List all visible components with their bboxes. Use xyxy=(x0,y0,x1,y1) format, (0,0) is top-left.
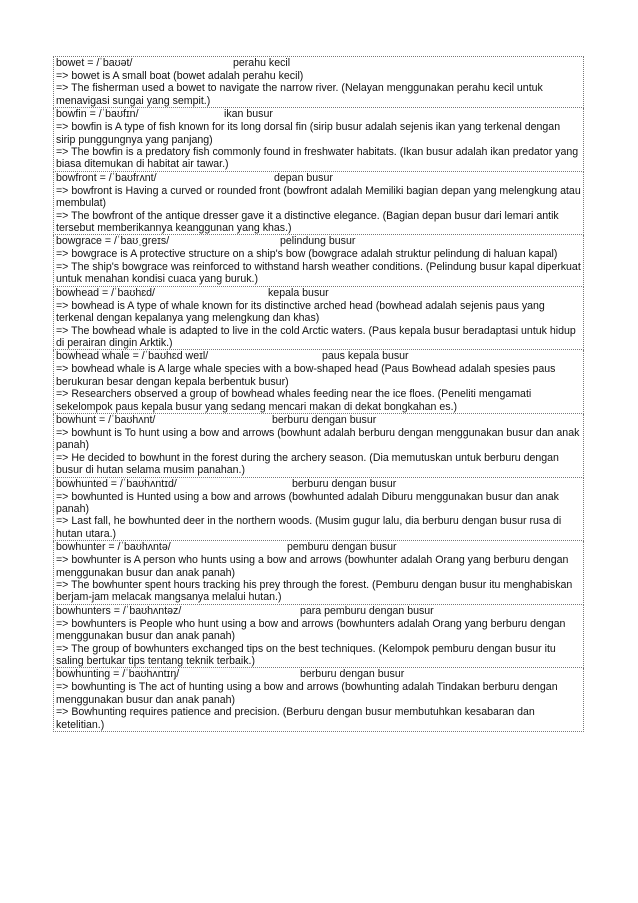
entry-example: => Bowhunting requires patience and precision. (Berburu dengan busur membutuhkan kesabaran dan ketelitian.) xyxy=(56,706,535,731)
entry-meaning: kepala busur xyxy=(268,286,329,299)
entry-meaning: paus kepala busur xyxy=(322,350,409,363)
vocabulary-entry xyxy=(53,350,584,414)
vocabulary-entry xyxy=(53,287,584,351)
vocabulary-entry xyxy=(53,172,584,236)
entry-example: => The fisherman used a bowet to navigate the narrow river. (Nelayan menggunakan perahu kecil untuk menavigasi sungai yang sempit.) xyxy=(56,82,543,107)
entry-header: bowhead whale = /ˈbaʊhɛd weɪl/ paus kepala busur xyxy=(56,350,409,363)
entry-definition: => bowhunting is The act of hunting using a bow and arrows (bowhunting adalah Tindakan berburu dengan menggunakan busur dan anak panah) xyxy=(56,681,558,706)
vocabulary-entry xyxy=(53,478,584,542)
vocabulary-entry xyxy=(53,235,584,286)
entry-header: bowgrace = /ˈbaʊˌgreɪs/ pelindung busur xyxy=(56,235,356,248)
entry-meaning: berburu dengan busur xyxy=(292,477,397,490)
entry-meaning: berburu dengan busur xyxy=(272,413,377,426)
entry-definition: => bowhead whale is A large whale species with a bow-shaped head (Paus Bowhead adalah spesies paus berukuran besar dengan kepala berbentuk busur) xyxy=(56,363,556,388)
entry-definition: => bowhead is A type of whale known for its distinctive arched head (bowhead adalah sejenis paus yang terkenal dengan kepalanya yang melengkung dan khas) xyxy=(56,299,545,325)
entry-definition: => bowhunted is Hunted using a bow and arrows (bowhunted adalah Diburu menggunakan busur dan anak panah) xyxy=(56,490,559,515)
vocabulary-entry xyxy=(53,668,584,732)
entry-example: => The bowhead whale is adapted to live in the cold Arctic waters. (Paus kepala busur beradaptasi untuk hidup di perairan dingin Arktik.) xyxy=(56,324,576,349)
entry-definition: => bowhunter is A person who hunts using a bow and arrows (bowhunter adalah Orang yang berburu dengan menggunakan busur dan anak panah) xyxy=(56,554,569,579)
entry-header: bowhunt = /ˈbaʊhʌnt/ berburu dengan busur xyxy=(56,413,377,426)
entry-header: bowhead = /ˈbaʊhɛd/ kepala busur xyxy=(56,286,329,299)
entry-meaning: berburu dengan busur xyxy=(300,668,405,681)
entry-definition: => bowfront is Having a curved or rounded front (bowfront adalah Memiliki bagian depan yang melengkung atau membulat) xyxy=(56,184,581,210)
entry-header: bowfin = /ˈbaʊfɪn/ ikan busur xyxy=(56,108,273,121)
vocabulary-entry xyxy=(53,605,584,669)
entry-example: => The bowfin is a predatory fish commonly found in freshwater habitats. (Ikan busur adalah ikan predator yang biasa ditemukan di habitat air tawar.) xyxy=(56,146,579,171)
entry-example: => The ship's bowgrace was reinforced to withstand harsh weather conditions. (Pelindung busur kapal diperkuat untuk menahan kondisi cuaca yang buruk.) xyxy=(56,260,581,286)
entry-meaning: ikan busur xyxy=(224,108,273,121)
vocabulary-entry xyxy=(53,414,584,478)
entry-meaning: para pemburu dengan busur xyxy=(300,604,434,617)
entry-example: => He decided to bowhunt in the forest during the archery season. (Dia memutuskan untuk berburu dengan busur di hutan selama musim panahan.) xyxy=(56,451,559,477)
entry-meaning: perahu kecil xyxy=(233,57,291,69)
entry-example: => The bowhunter spent hours tracking his prey through the forest. (Pemburu dengan busur itu menghabiskan berjam-jam melacak mangsanya melalui hutan.) xyxy=(56,579,573,604)
entry-header: bowhunters = /ˈbaʊhʌntəz/ para pemburu dengan busur xyxy=(56,604,434,617)
entry-header: bowhunting = /ˈbaʊhʌntɪŋ/ berburu dengan busur xyxy=(56,668,405,681)
entry-example: => The bowfront of the antique dresser gave it a distinctive elegance. (Bagian depan busur dari lemari antik tersebut memberikannya keanggunan yang khas.) xyxy=(56,209,559,235)
vocabulary-entry xyxy=(53,56,584,108)
entry-definition: => bowhunt is To hunt using a bow and arrows (bowhunt adalah berburu dengan menggunakan busur dan anak panah) xyxy=(56,426,580,452)
vocabulary-entry xyxy=(53,108,584,172)
entry-definition: => bowet is A small boat (bowet adalah perahu kecil) xyxy=(56,70,304,82)
entry-example: => Researchers observed a group of bowhead whales feeding near the ice floes. (Peneliti mengamati sekelompok paus kepala busur yang sedang mencari makan di dekat bongkahan es.) xyxy=(56,388,532,413)
entry-header: bowfront = /ˈbaʊfrʌnt/ depan busur xyxy=(56,171,333,184)
vocabulary-list xyxy=(53,56,584,732)
entry-header: bowet = /ˈbaʊət/ perahu kecil xyxy=(56,57,291,69)
entry-definition: => bowgrace is A protective structure on a ship's bow (bowgrace adalah struktur pelindung di haluan kapal) xyxy=(56,248,558,261)
entry-meaning: pemburu dengan busur xyxy=(287,541,397,554)
entry-example: => The group of bowhunters exchanged tips on the best techniques. (Kelompok pemburu dengan busur itu saling bertukar tips tentang teknik terbaik.) xyxy=(56,642,556,668)
entry-meaning: depan busur xyxy=(274,171,333,184)
entry-header: bowhunter = /ˈbaʊhʌntə/ pemburu dengan busur xyxy=(56,541,397,554)
vocabulary-entry xyxy=(53,541,584,605)
entry-definition: => bowhunters is People who hunt using a bow and arrows (bowhunters adalah Orang yang berburu dengan menggunakan busur dan anak panah) xyxy=(56,617,566,643)
entry-meaning: pelindung busur xyxy=(280,235,356,248)
entry-example: => Last fall, he bowhunted deer in the northern woods. (Musim gugur lalu, dia berburu dengan busur rusa di hutan utara.) xyxy=(56,515,562,540)
entry-header: bowhunted = /ˈbaʊhʌntɪd/ berburu dengan busur xyxy=(56,477,397,490)
entry-definition: => bowfin is A type of fish known for its long dorsal fin (sirip busur adalah sejenis ikan yang terkenal dengan sirip punggungnya yang panjang) xyxy=(56,121,561,146)
